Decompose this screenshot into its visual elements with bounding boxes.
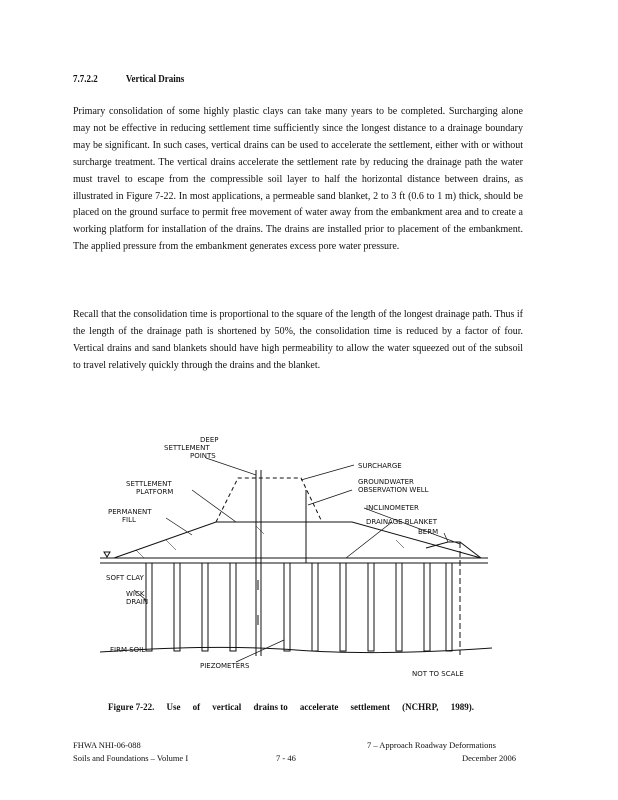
label-settlement: SETTLEMENT [164, 444, 210, 452]
caption-word: of [192, 702, 201, 712]
caption-word: settlement [350, 702, 390, 712]
label-inclinometer: INCLINOMETER [366, 504, 419, 512]
footer-page-number: 7 - 46 [276, 753, 296, 763]
label-surcharge: SURCHARGE [358, 462, 402, 470]
section-number: 7.7.2.2 [73, 73, 98, 85]
caption-word: Use [166, 702, 181, 712]
label-wick: WICK [126, 590, 145, 598]
label-settlement-platform-1: SETTLEMENT [126, 480, 172, 488]
caption-number: Figure 7-22. [108, 702, 155, 712]
caption-word: 1989). [450, 702, 474, 712]
label-drainage-blanket: DRAINAGE BLANKET [366, 518, 437, 526]
label-berm: BERM [418, 528, 439, 536]
caption-word: vertical [212, 702, 242, 712]
label-points: POINTS [190, 452, 216, 460]
label-observation-well: OBSERVATION WELL [358, 486, 429, 494]
footer-right-line2: December 2006 [462, 753, 517, 763]
label-groundwater: GROUNDWATER [358, 478, 414, 486]
label-permanent: PERMANENT [108, 508, 152, 516]
paragraph-1: Primary consolidation of some highly plastic clays can take many years to be completed. Surcharging alone may not be effective in reducing settlement time sufficiently since the longest distance to a drainage boundary may be significant. In such cases, vertical drains can be used to accelerate the settlement, either with or without surcharge treatment. The vertical drains accelerate the settlement rate by reducing the drainage path the water must travel to escape from the compressible soil layer to half the horizontal distance between drains, as illustrated in Figure 7-22. In most applications, a permeable sand blanket, 2 to 3 ft (0.6 to 1 m) thick, should be placed on the ground surface to permit free movement of water away from the embankment area and to create a working platform for installation of the drains. The drains are installed prior to placement of the embankment. The applied pressure from the embankment generates excess pore water pressure. [73, 106, 523, 253]
caption-word: accelerate [299, 702, 339, 712]
label-drain: DRAIN [126, 598, 149, 606]
label-deep: DEEP [200, 436, 219, 444]
label-fill: FILL [122, 516, 136, 524]
wick-drains [146, 563, 452, 651]
label-firm-soil: FIRM SOIL [110, 646, 146, 654]
label-settlement-platform-2: PLATFORM [136, 488, 174, 496]
firm-soil-boundary [100, 647, 492, 652]
footer-right-line1: 7 – Approach Roadway Deformations [367, 740, 496, 750]
paragraph-2: Recall that the consolidation time is proportional to the square of the length of the longest drainage path. Thus if the length of the drainage path is shortened by 50%, the consolidation time is reduced by a factor of four. Vertical drains and sand blankets should have high permeability to allow the water squeezed out of the subsoil to travel relatively quickly through the drains and the blanket. [73, 309, 523, 371]
section-title: Vertical Drains [125, 73, 185, 85]
vertical-drains-figure [96, 430, 496, 688]
section-heading [73, 73, 210, 85]
label-not-to-scale: NOT TO SCALE [412, 670, 464, 678]
caption-word: drains to [253, 702, 288, 712]
footer-left-line1: FHWA NHI-06-088 [73, 740, 141, 750]
label-piezometers: PIEZOMETERS [200, 662, 250, 670]
footer-left-line2: Soils and Foundations – Volume I [73, 753, 189, 763]
water-level-icon [104, 552, 110, 557]
caption-word: (NCHRP, [402, 702, 439, 712]
label-soft-clay: SOFT CLAY [106, 574, 144, 582]
figure-caption [108, 702, 474, 712]
